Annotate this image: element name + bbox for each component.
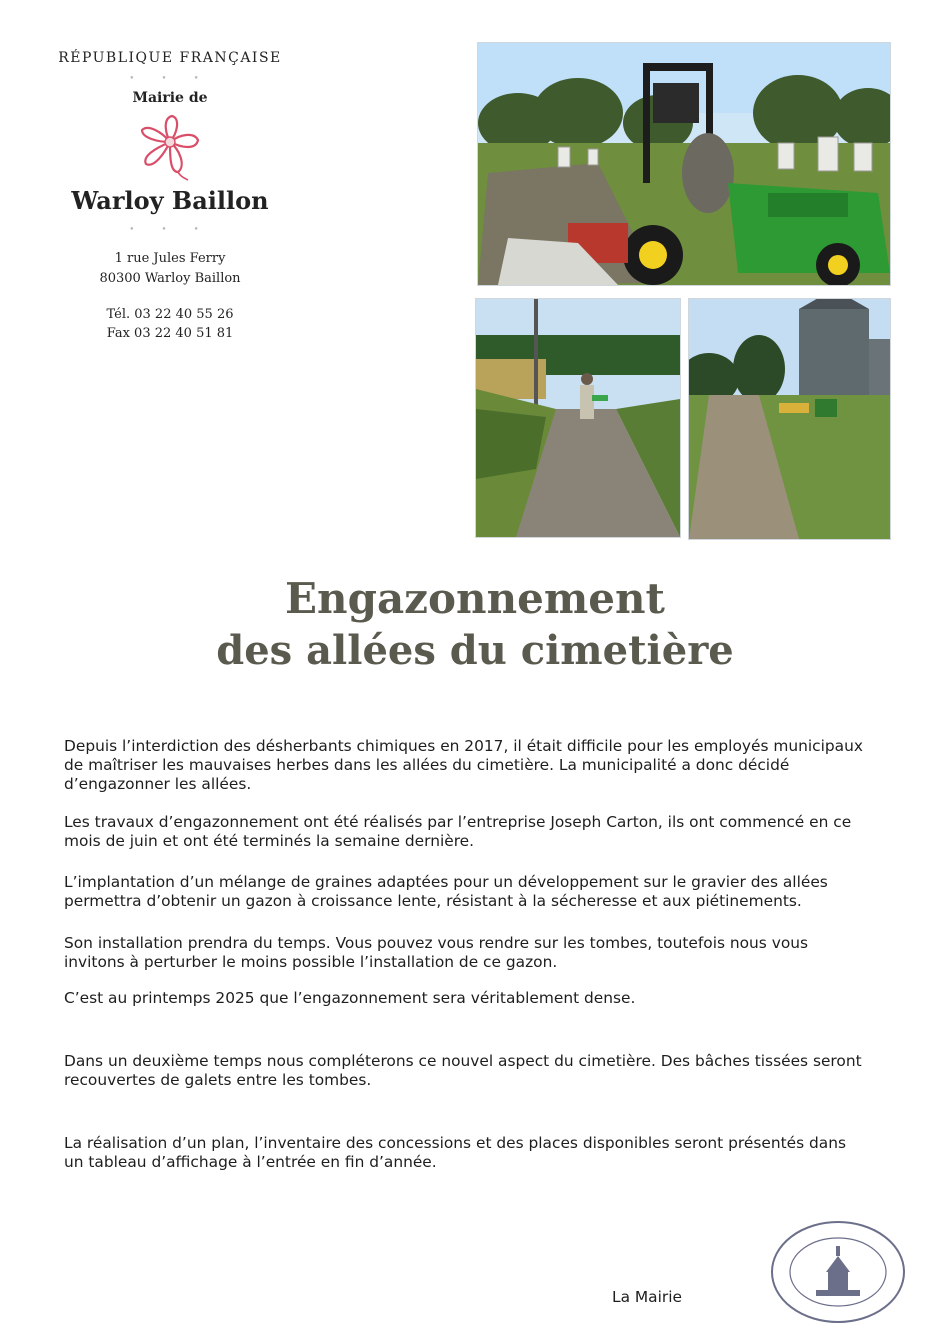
page-title: [0, 572, 950, 678]
country-heading: RÉPUBLIQUE FRANÇAISE: [58, 50, 282, 66]
paragraph-4: Son installation prendra du temps. Vous pouvez vous rendre sur les tombes, toutefois nous vous invitons à perturber le moins possible l’installation de ce gazon.: [64, 934, 809, 971]
address-line-2: 80300 Warloy Baillon: [99, 271, 241, 286]
flower-logo-icon: [134, 112, 206, 184]
paragraph-7: La réalisation d’un plan, l’inventaire des concessions et des places disponibles seront présentés dans un tableau d’affichage à l’entrée en fin d’année.: [64, 1134, 846, 1171]
paragraph-1: Depuis l’interdiction des désherbants chimiques en 2017, il était difficile pour les employés municipaux de maîtriser les mauvaises herbes dans les allées du cimetière. La municipalité a donc décidé d’engazonner les allées.: [64, 737, 863, 793]
divider-dots: • • •: [129, 225, 211, 235]
title-line-2: des allées du cimetière: [216, 627, 734, 674]
photo-worker-path: [475, 298, 681, 538]
photo-tractor-cemetery: [477, 42, 891, 286]
divider-dots: • • •: [129, 74, 211, 84]
address: [40, 249, 300, 289]
telephone: Tél. 03 22 40 55 26: [106, 307, 234, 322]
town-name: Warloy Baillon: [71, 186, 269, 215]
address-line-1: 1 rue Jules Ferry: [114, 251, 226, 266]
paragraph-5: C’est au printemps 2025 que l’engazonnement sera véritablement dense.: [64, 989, 636, 1007]
photo-chapel-path: [688, 298, 891, 540]
mairie-de-label: Mairie de: [132, 90, 208, 106]
fax: Fax 03 22 40 51 81: [106, 326, 234, 341]
paragraph-3: L’implantation d’un mélange de graines adaptées pour un développement sur le gravier des allées permettra d’obtenir un gazon à croissance lente, résistant à la sécheresse et aux piétinements.: [64, 873, 828, 910]
title-line-1: Engazonnement: [285, 574, 665, 623]
signature: La Mairie: [612, 1288, 682, 1306]
paragraph-2: Les travaux d’engazonnement ont été réalisés par l’entreprise Joseph Carton, ils ont commencé en ce mois de juin et ont été terminés la semaine dernière.: [64, 813, 852, 850]
phones: [40, 305, 300, 343]
paragraph-6: Dans un deuxième temps nous compléterons ce nouvel aspect du cimetière. Des bâches tissées seront recouvertes de galets entre les tombes.: [64, 1052, 862, 1089]
article-body: [64, 737, 864, 1172]
letterhead: [40, 50, 300, 343]
mairie-stamp-icon: [766, 1212, 910, 1326]
